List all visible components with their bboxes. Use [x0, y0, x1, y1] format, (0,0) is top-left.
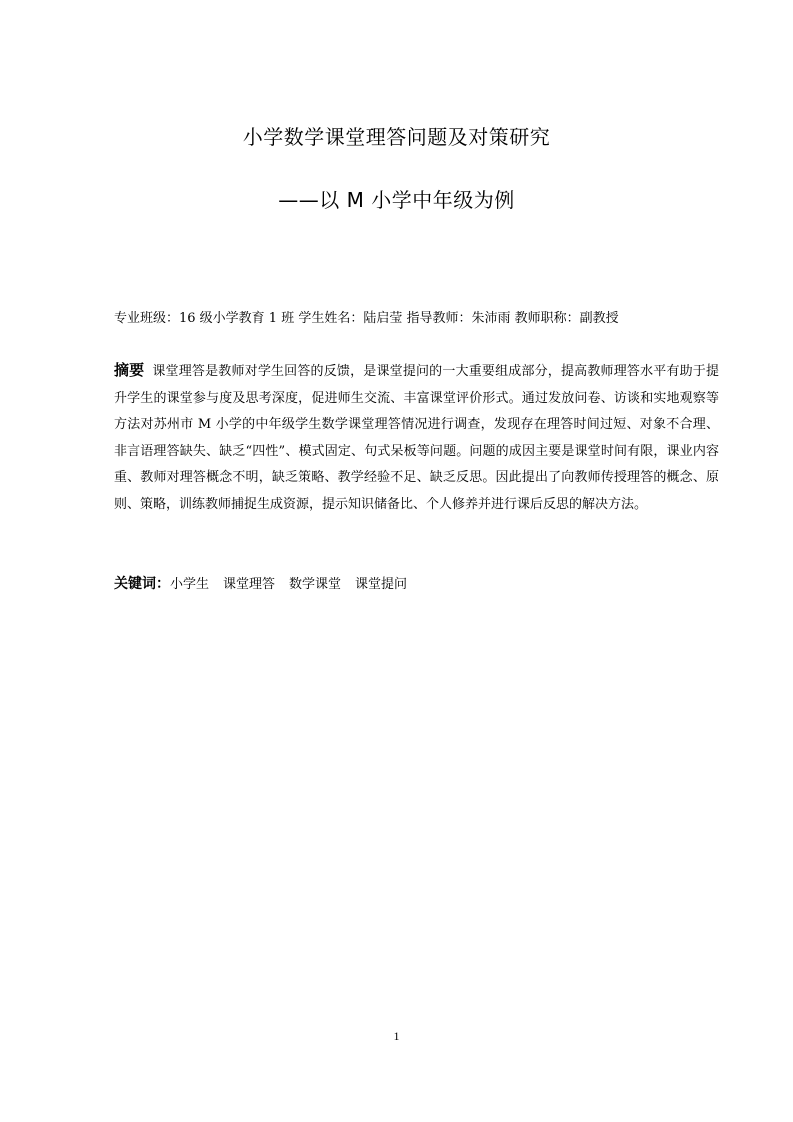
student-info-line: 专业班级：16 级小学教育 1 班 学生姓名：陆启莹 指导教师：朱沛雨 教师职称：副教授: [114, 311, 619, 326]
document-subtitle: ——以 M 小学中年级为例: [278, 188, 515, 212]
keywords-label: 关键词：: [114, 576, 170, 592]
keyword-item: 小学生: [170, 577, 210, 592]
abstract-text: 课堂理答是教师对学生回答的反馈，是课堂提问的一大重要组成部分，提高教师理答水平有助于提升学生的课堂参与度及思考深度，促进师生交流、丰富课堂评价形式。通过发放问卷、访谈和实地观察等方法对苏州市 M 小学的中年级学生数学课堂理答情况进行调查，发现存在理答时间过短、对象不合理、非言语理答缺失、缺乏“四性”、模式固定、句式呆板等问题。问题的成因主要是课堂时间有限，课业内容重、教师对理答概念不明，缺乏策略、教学经验不足、缺乏反思。因此提出了向教师传授理答的概念、原则、策略，训练教师捕捉生成资源，提示知识储备比、个人修养并进行课后反思的解决方法。: [114, 364, 719, 512]
keyword-item: 课堂理答: [223, 577, 276, 592]
keyword-item: 课堂提问: [355, 577, 408, 592]
abstract-section: [114, 357, 719, 519]
keyword-item: 数学课堂: [289, 577, 342, 592]
abstract-label: 摘要: [114, 361, 145, 379]
document-title: 小学数学课堂理答问题及对策研究: [242, 125, 551, 149]
keywords-section: [114, 573, 719, 596]
page-number: 1: [393, 1029, 400, 1043]
